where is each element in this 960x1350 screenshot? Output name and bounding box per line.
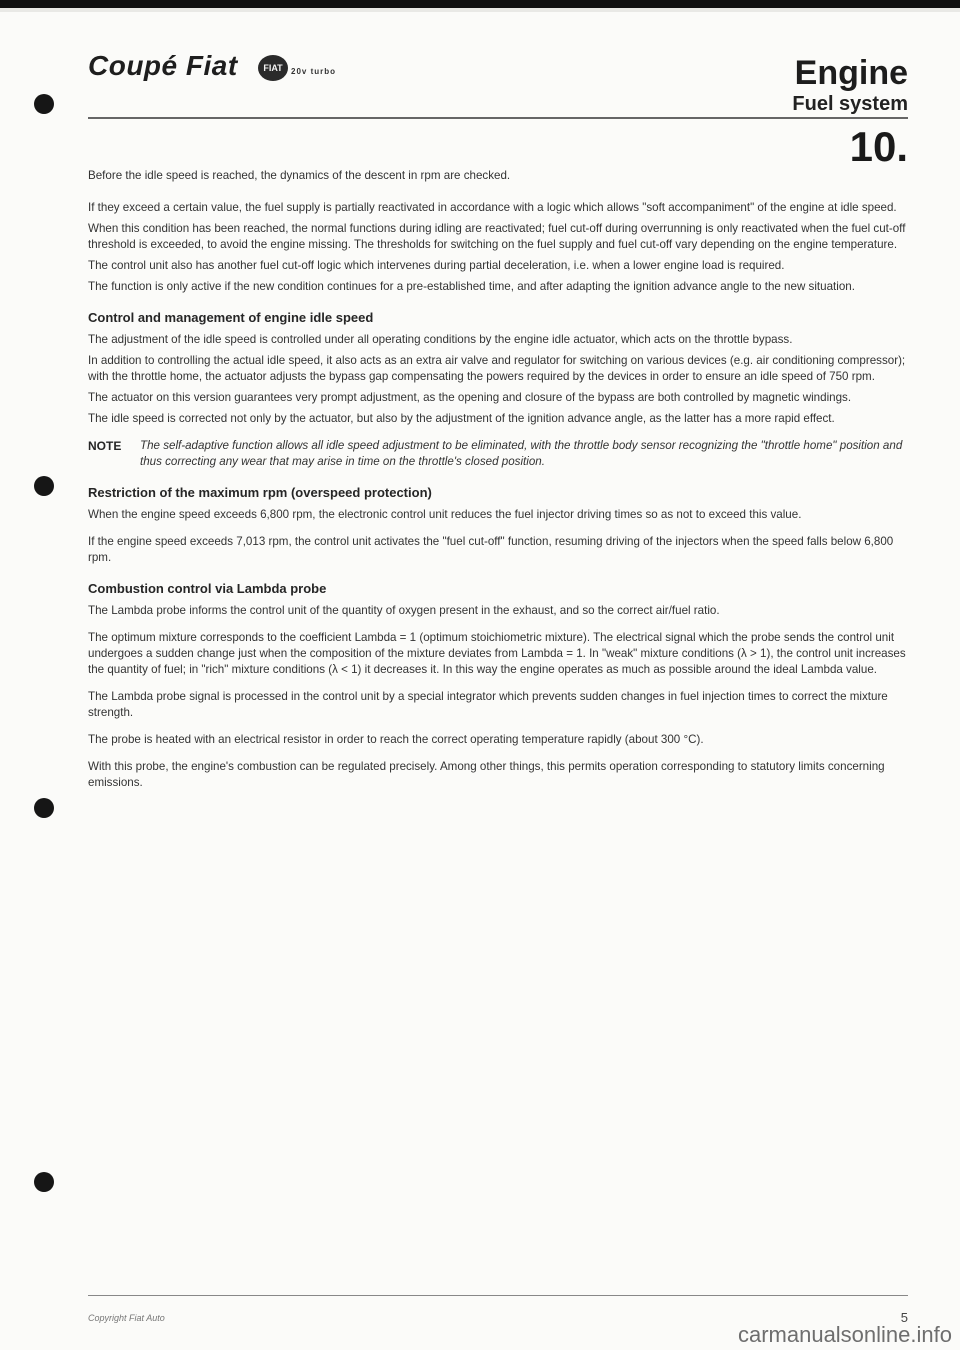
- section-number: 10.: [849, 123, 908, 170]
- copyright-footer: Copyright Fiat Auto: [88, 1313, 165, 1323]
- overspeed-paragraph: When the engine speed exceeds 6,800 rpm, the electronic control unit reduces the fuel injector driving times so as not to exceed this value.: [88, 508, 802, 521]
- note-label: NOTE: [88, 439, 122, 453]
- intro-paragraph: The function is only active if the new condition continues for a pre-established time, and after adapting the ignition advance angle to the new situation.: [88, 280, 855, 293]
- lambda-paragraph: The Lambda probe signal is processed in the control unit by a special integrator which prevents sudden changes in fuel injection times to correct the mixture strength.: [88, 690, 888, 719]
- scan-top-edge: [0, 0, 960, 8]
- section-title: Engine: [794, 54, 908, 92]
- intro-paragraph: When this condition has been reached, the normal functions during idling are reactivated; fuel cut-off during overrunning is only reactivated when the fuel cut-off threshold is exceeded, to avoid the engine missing. The thresholds for switching on the fuel supply and fuel cut-off vary depending on the engine temperature.: [88, 222, 906, 251]
- binder-hole-1: [34, 94, 54, 114]
- page-content: [88, 168, 908, 802]
- binder-hole-4: [34, 1172, 54, 1192]
- header-divider: [88, 117, 908, 119]
- lambda-heading: Combustion control via Lambda probe: [88, 581, 327, 596]
- lambda-paragraph: The optimum mixture corresponds to the coefficient Lambda = 1 (optimum stoichiometric mixture). The electrical signal which the probe sends the control unit undergoes a sudden change just when the composition of the mixture deviates from Lambda = 1. In "weak" mixture conditions (λ > 1), the control unit increases the quantity of fuel; in "rich" mixture conditions (λ < 1) it decreases it. In this way the engine operates as much as possible around the ideal Lambda value.: [88, 631, 906, 676]
- idle-paragraph: The idle speed is corrected not only by the actuator, but also by the adjustment of the ignition advance angle, as the latter has a more rapid effect.: [88, 412, 835, 425]
- model-subtext: 20v turbo: [291, 67, 337, 76]
- lambda-paragraph: With this probe, the engine's combustion can be regulated precisely. Among other things, this permits operation corresponding to statutory limits concerning emissions.: [88, 760, 885, 789]
- binder-hole-2: [34, 476, 54, 496]
- binder-hole-3: [34, 798, 54, 818]
- idle-paragraph: In addition to controlling the actual idle speed, it also acts as an extra air valve and regulator for switching on various devices (e.g. air conditioning compressor); with the throttle home, the actuator adjusts the bypass gap compensating the powers required by the devices in order to ensure an idle speed of 750 rpm.: [88, 354, 906, 383]
- brand-title: Coupé Fiat: [88, 50, 238, 81]
- page-number: 5: [900, 1310, 908, 1325]
- fiat-badge-logo: FIAT: [258, 55, 288, 81]
- overspeed-paragraph: If the engine speed exceeds 7,013 rpm, the control unit activates the "fuel cut-off" function, resuming driving of the injectors when the speed falls below 6,800 rpm.: [88, 535, 894, 564]
- note-text: The self-adaptive function allows all idle speed adjustment to be eliminated, with the throttle body sensor recognizing the "throttle home" position and thus correcting any wear that may arise in time on the throttle's closed position.: [140, 439, 903, 468]
- footer-divider: [88, 1295, 908, 1296]
- site-watermark: carmanualsonline.info: [737, 1322, 952, 1347]
- lambda-paragraph: The probe is heated with an electrical resistor in order to reach the correct operating temperature rapidly (about 300 °C).: [88, 733, 704, 746]
- idle-paragraph: The actuator on this version guarantees very prompt adjustment, as the opening and closure of the bypass are both controlled by magnetic windings.: [88, 391, 852, 404]
- lambda-paragraph: The Lambda probe informs the control unit of the quantity of oxygen present in the exhaust, and so the correct air/fuel ratio.: [88, 604, 720, 617]
- note-block: [88, 438, 908, 470]
- intro-paragraph: The control unit also has another fuel cut-off logic which intervenes during partial deceleration, i.e. when a lower engine load is required.: [88, 259, 785, 272]
- idle-paragraph: The adjustment of the idle speed is controlled under all operating conditions by the engine idle actuator, which acts on the throttle bypass.: [88, 333, 793, 346]
- scan-top-edge-gap: [0, 8, 960, 12]
- intro-paragraph: If they exceed a certain value, the fuel supply is partially reactivated in accordance with a logic which allows "soft accompaniment" of the engine at idle speed.: [88, 201, 897, 214]
- idle-speed-heading: Control and management of engine idle speed: [88, 310, 374, 325]
- section-subtitle: Fuel system: [792, 93, 908, 115]
- intro-paragraph: Before the idle speed is reached, the dynamics of the descent in rpm are checked.: [88, 169, 511, 182]
- overspeed-heading: Restriction of the maximum rpm (overspeed protection): [88, 485, 432, 500]
